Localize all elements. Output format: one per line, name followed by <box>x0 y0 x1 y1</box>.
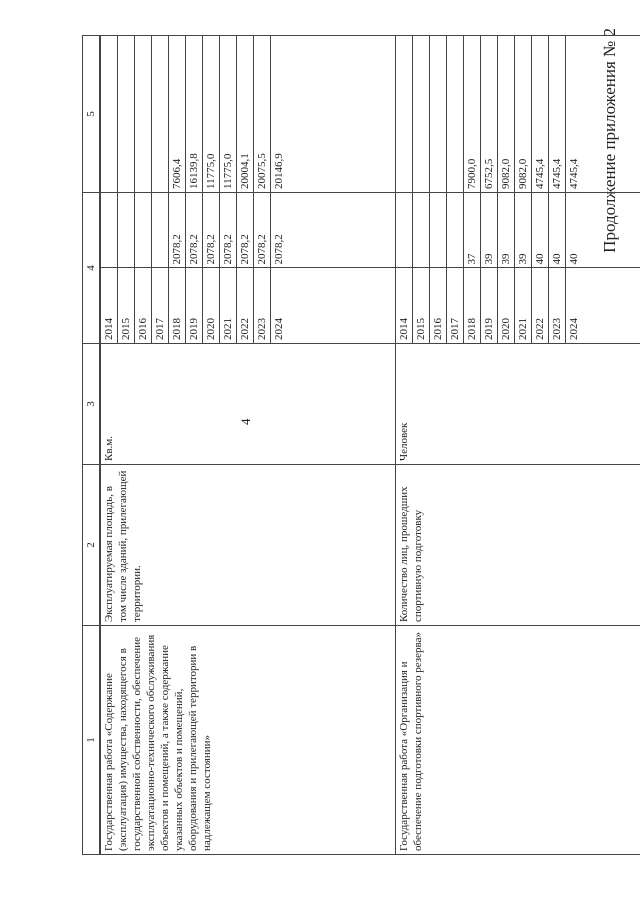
year-cell: 2020 <box>498 268 515 344</box>
value4-cell: 2078,2 <box>169 193 186 269</box>
block-col3-cell: Кв.м. <box>101 344 396 465</box>
year-cell: 2017 <box>447 268 464 344</box>
value5-cell: 9082,0 <box>515 36 532 193</box>
table-body <box>101 36 640 855</box>
value4-cell <box>413 193 430 269</box>
value5-cell <box>413 36 430 193</box>
value4-cell: 2078,2 <box>254 193 271 269</box>
value5-cell: 7900,0 <box>464 36 481 193</box>
year-cell: 2017 <box>152 268 169 344</box>
year-cell: 2018 <box>169 268 186 344</box>
data-table <box>82 35 640 855</box>
year-cell: 2014 <box>396 268 413 344</box>
value4-cell: 39 <box>498 193 515 269</box>
value5-cell <box>152 36 169 193</box>
value4-cell <box>447 193 464 269</box>
year-cell: 2023 <box>254 268 271 344</box>
value4-cell <box>118 193 135 269</box>
value4-cell <box>135 193 152 269</box>
value5-cell <box>135 36 152 193</box>
header-row <box>83 36 100 855</box>
year-cell: 2015 <box>413 268 430 344</box>
value4-cell: 2078,2 <box>237 193 254 269</box>
value5-cell: 20075,5 <box>254 36 271 193</box>
value4-cell <box>152 193 169 269</box>
year-cell: 2019 <box>186 268 203 344</box>
year-cell: 2021 <box>515 268 532 344</box>
value5-cell: 11775,0 <box>203 36 220 193</box>
value4-cell: 39 <box>515 193 532 269</box>
value4-cell <box>101 193 118 269</box>
value4-cell: 2078,2 <box>271 193 396 269</box>
year-cell: 2022 <box>237 268 254 344</box>
year-cell: 2019 <box>481 268 498 344</box>
value5-cell: 7606,4 <box>169 36 186 193</box>
year-cell: 2024 <box>271 268 396 344</box>
block-col2-cell: Количество лиц, прошедших спортивную подготовку <box>396 465 640 626</box>
year-cell: 2020 <box>203 268 220 344</box>
year-cell: 2015 <box>118 268 135 344</box>
value5-cell: 4745,4 <box>549 36 566 193</box>
year-cell: 2021 <box>220 268 237 344</box>
value4-cell: 37 <box>464 193 481 269</box>
header-col-1: 1 <box>83 626 100 855</box>
header-col-3: 3 <box>83 344 100 465</box>
year-cell: 2024 <box>566 268 640 344</box>
value4-cell <box>430 193 447 269</box>
value4-cell: 2078,2 <box>186 193 203 269</box>
value5-cell: 4745,4 <box>566 36 640 193</box>
value4-cell: 40 <box>532 193 549 269</box>
year-cell: 2016 <box>135 268 152 344</box>
value5-cell: 20004,1 <box>237 36 254 193</box>
value5-cell: 16139,8 <box>186 36 203 193</box>
table-row <box>101 36 118 855</box>
year-cell: 2016 <box>430 268 447 344</box>
value4-cell: 39 <box>481 193 498 269</box>
value5-cell: 4745,4 <box>532 36 549 193</box>
value5-cell: 9082,0 <box>498 36 515 193</box>
value5-cell <box>447 36 464 193</box>
value4-cell: 40 <box>566 193 640 269</box>
continuation-title: Продолжение приложения № 2 <box>600 28 619 253</box>
block-col1-cell: Государственная работа «Содержание (эксплуатация) имущества, находящегося в государственной собственности, обеспечение эксплуатационно-технического обслуживания объектов и помещений, а также содержание указанных объектов и помещений, оборудования и прилегающей территории в надлежащем состоянии» <box>101 626 396 855</box>
header-col-2: 2 <box>83 465 100 626</box>
value5-cell <box>118 36 135 193</box>
table-row <box>396 36 413 855</box>
year-cell: 2023 <box>549 268 566 344</box>
page-number: 4 <box>238 418 253 425</box>
header-col-5: 5 <box>83 36 100 193</box>
block-col3-cell: Человек <box>396 344 640 465</box>
value4-cell <box>396 193 413 269</box>
value5-cell <box>396 36 413 193</box>
year-cell: 2022 <box>532 268 549 344</box>
value5-cell: 20146,9 <box>271 36 396 193</box>
value4-cell: 40 <box>549 193 566 269</box>
year-cell: 2018 <box>464 268 481 344</box>
header-col-4: 4 <box>83 193 100 344</box>
value5-cell: 6752,5 <box>481 36 498 193</box>
value5-cell <box>101 36 118 193</box>
rotated-table-sheet <box>82 35 637 855</box>
block-col1-cell: Государственная работа «Организация и обеспечение подготовки спортивного резерва» <box>396 626 640 855</box>
value4-cell: 2078,2 <box>220 193 237 269</box>
year-cell: 2014 <box>101 268 118 344</box>
value5-cell: 11775,0 <box>220 36 237 193</box>
value5-cell <box>430 36 447 193</box>
block-col2-cell: Эксплуатируемая площадь, в том числе зданий, прилегающей территории. <box>101 465 396 626</box>
value4-cell: 2078,2 <box>203 193 220 269</box>
